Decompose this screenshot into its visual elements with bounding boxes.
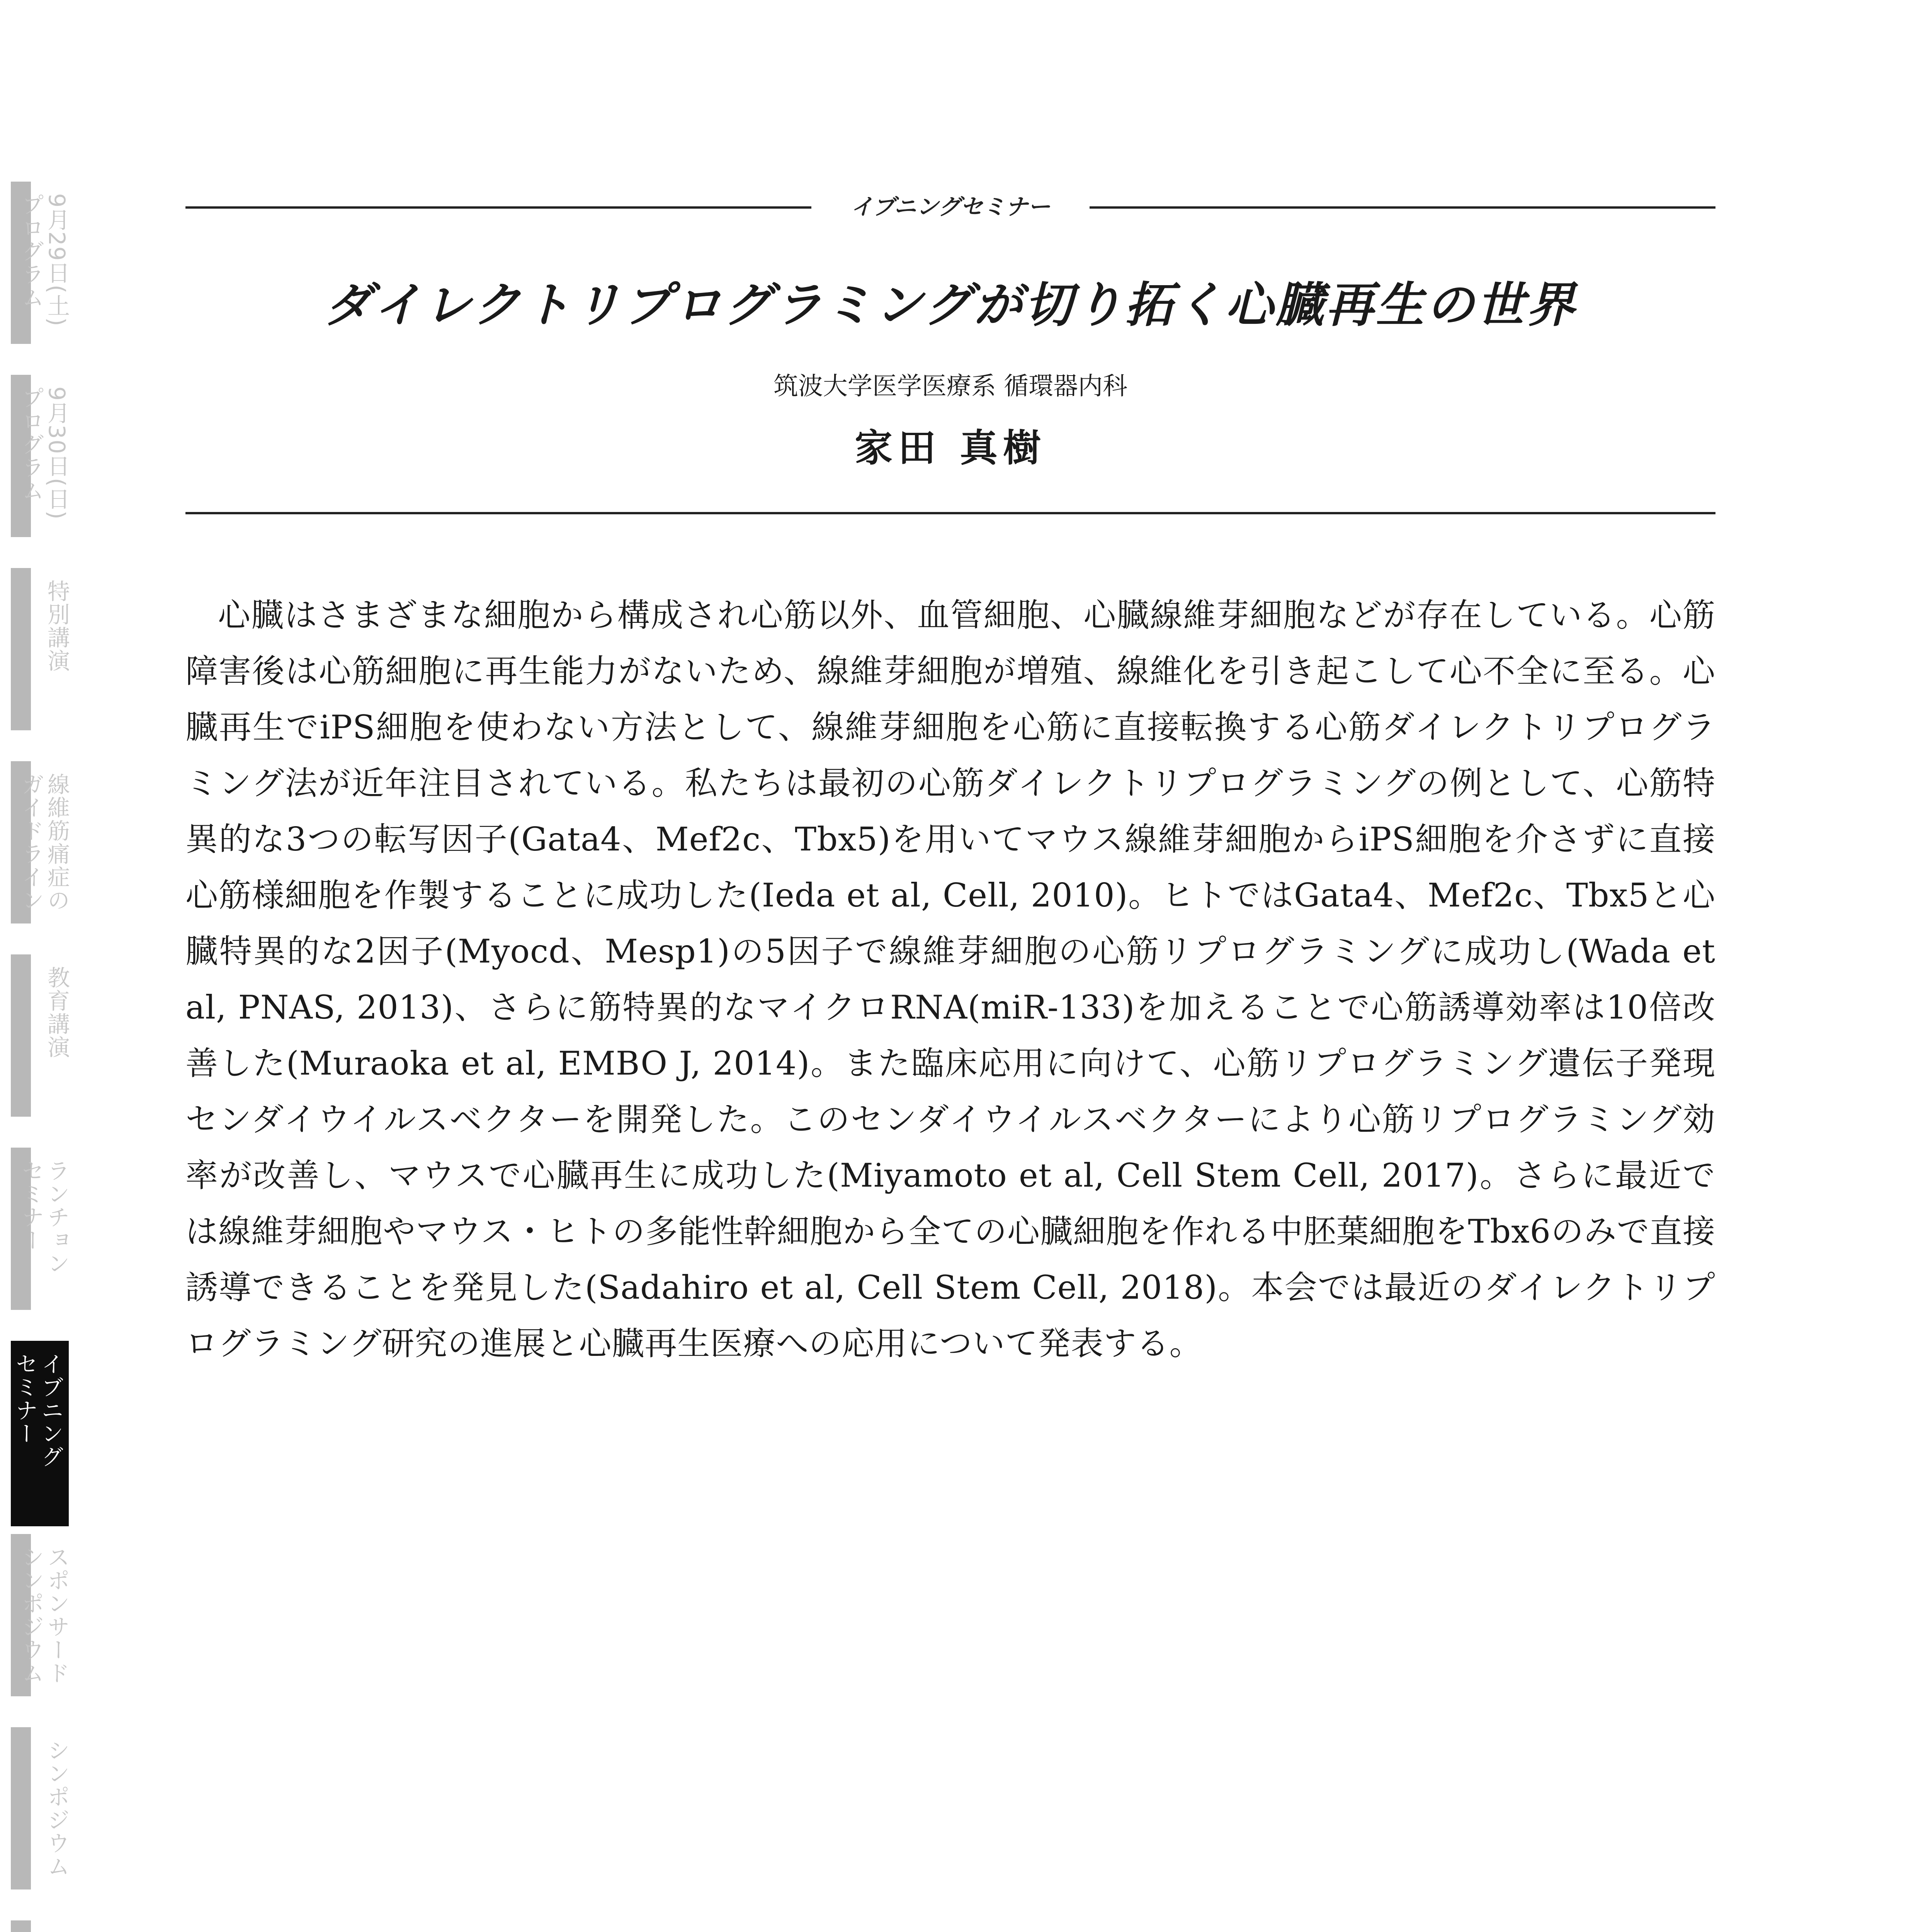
side-tab-fibromyalgia-guideline <box>11 761 73 923</box>
side-tab-label: ランチョン セミナー <box>18 1159 70 1275</box>
side-tab-bar <box>11 1920 31 1932</box>
header-rule-right <box>1090 206 1715 209</box>
section-label: イブニングセミナー <box>850 194 1051 220</box>
side-tab-sep30-program <box>11 375 73 537</box>
side-tab-bar <box>11 1727 31 1889</box>
side-tab-label: 特別講演 <box>44 580 70 672</box>
abstract-body: 心臓はさまざまな細胞から構成され心筋以外、血管細胞、心臓線維芽細胞などが存在している。心筋障害後は心筋細胞に再生能力がないため、線維芽細胞が増殖、線維化を引き起こして心不全に至る。心臓再生でiPS細胞を使わない方法として、線維芽細胞を心筋に直接転換する心筋ダイレクトリプログラミング法が近年注目されている。私たちは最初の心筋ダイレクトリプログラミングの例として、心筋特異的な3つの転写因子(Gata4、Mef2c、Tbx5)を用いてマウス線維芽細胞からiPS細胞を介さずに直接心筋様細胞を作製することに成功した(Ieda et al, Cell, 2010)。ヒトではGata4、Mef2c、Tbx5と心臓特異的な2因子(Myocd、Mesp1)の5因子で線維芽細胞の心筋リプログラミングに成功し(Wada et al, PNAS, 2013)、さらに筋特異的なマイクロRNA(miR-133)を加えることで心筋誘導効率は10倍改善した(Muraoka et al, EMBO J, 2014)。また臨床応用に向けて、心筋リプログラミング遺伝子発現センダイウイルスベクターを開発した。このセンダイウイルスベクターにより心筋リプログラミング効率が改善し、マウスで心臓再生に成功した(Miyamoto et al, Cell Stem Cell, 2017)。さらに最近では線維芽細胞やマウス・ヒトの多能性幹細胞から全ての心臓細胞を作れる中胚葉細胞をTbx6のみで直接誘導できることを発見した(Sadahiro et al, Cell Stem Cell, 2018)。本会では最近のダイレクトリプログラミング研究の進展と心臓再生医療への応用について発表する。 <box>185 596 1715 1362</box>
article-title: ダイレクトリプログラミングが切り拓く心臓再生の世界 <box>324 277 1577 333</box>
side-tab-sponsored-symposium <box>11 1534 73 1696</box>
side-tab-label: スポンサード シンポジウム <box>18 1546 70 1685</box>
side-tab-public-lecture <box>11 1920 73 1932</box>
header-rule-left <box>185 206 811 209</box>
side-tab-special-lecture <box>11 568 73 730</box>
title-divider <box>185 512 1715 514</box>
side-tab-educational-lecture <box>11 954 73 1117</box>
side-tab-label: 教育講演 <box>44 966 70 1059</box>
side-tab-label: シンポジウム <box>44 1739 70 1878</box>
side-tab-symposium <box>11 1727 73 1889</box>
side-tab-label: イブニング セミナー <box>12 1352 64 1468</box>
side-tab-luncheon-seminar <box>11 1148 73 1310</box>
side-tab-evening-seminar <box>11 1341 73 1526</box>
author-affiliation: 筑波大学医学医療系 循環器内科 <box>773 372 1128 401</box>
side-tab-bar <box>11 954 31 1117</box>
section-header <box>185 193 1715 220</box>
side-tab-sep29-program <box>11 182 73 344</box>
side-tab-label: 9月29日(土) プログラム <box>18 193 70 327</box>
author-name: 家田 真樹 <box>854 426 1047 470</box>
side-tab-label: 線維筋痛症の ガイドライン <box>18 773 70 912</box>
side-tab-label: 9月30日(日) プログラム <box>18 386 70 520</box>
side-tab-bar <box>11 568 31 730</box>
